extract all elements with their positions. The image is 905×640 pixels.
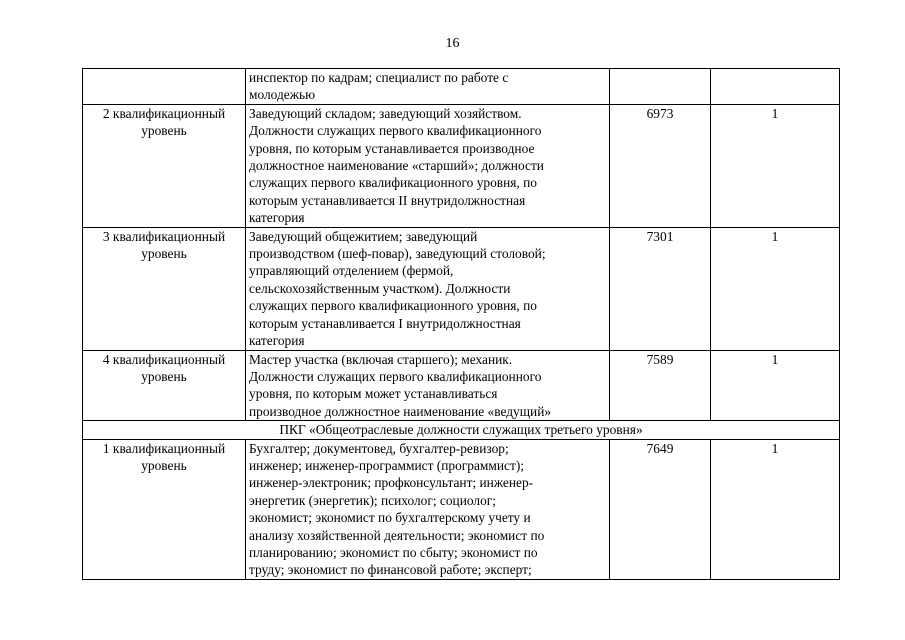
description-line: анализу хозяйственной деятельности; экономист по	[249, 527, 545, 543]
qualification-table	[82, 68, 840, 580]
description-cell	[246, 69, 610, 105]
description-line: уровня, по которым устанавливается производное	[249, 140, 535, 156]
description-line: Заведующий общежитием; заведующий	[249, 228, 478, 244]
description-line: Заведующий складом; заведующий хозяйством.	[249, 105, 522, 121]
level-line: 1 квалификационный	[102, 440, 226, 456]
group-header-row	[83, 421, 840, 439]
description-line: инженер; инженер-программист (программист);	[249, 457, 525, 473]
description-cell	[246, 439, 610, 579]
salary-cell: 7301	[610, 227, 711, 350]
coefficient-cell: 1	[711, 227, 840, 350]
description-line: которым устанавливается II внутридолжностная	[249, 192, 526, 208]
level-line: уровень	[141, 457, 187, 473]
description-line: Должности служащих первого квалификационного	[249, 123, 542, 139]
description-line: управляющий отделением (фермой,	[249, 263, 454, 279]
description-line: Мастер участка (включая старшего); механик.	[249, 351, 513, 367]
description-cell	[246, 104, 610, 227]
level-cell	[83, 69, 246, 105]
page-number: 16	[445, 36, 460, 51]
description-line: Должности служащих первого квалификационного	[249, 368, 542, 384]
description-cell	[246, 350, 610, 421]
level-line: уровень	[141, 368, 187, 384]
description-line: производное должностное наименование «ведущий»	[249, 403, 552, 419]
group-header: ПКГ «Общеотраслевые должности служащих третьего уровня»	[83, 421, 840, 439]
description-line: инженер-электроник; профконсультант; инженер-	[249, 475, 534, 491]
level-line: уровень	[141, 246, 187, 262]
level-cell	[83, 104, 246, 227]
description-line: Бухгалтер; документовед, бухгалтер-ревизор;	[249, 440, 509, 456]
description-line: должностное наименование «старший»; должности	[249, 158, 544, 174]
description-line: которым устанавливается I внутридолжностная	[249, 315, 521, 331]
description-line: молодежью	[249, 87, 316, 103]
level-line	[86, 69, 242, 86]
coefficient-cell	[711, 69, 840, 105]
description-line: труду; экономист по финансовой работе; эксперт;	[249, 562, 532, 578]
description-line: сельскохозяйственным участком). Должности	[249, 280, 511, 296]
description-line: планированию; экономист по сбыту; экономист по	[249, 544, 538, 560]
description-line: энергетик (энергетик); психолог; социолог;	[249, 492, 497, 508]
salary-cell	[610, 69, 711, 105]
level-cell	[83, 350, 246, 421]
description-line: служащих первого квалификационного уровня, по	[249, 175, 537, 191]
level-line: 3 квалификационный	[102, 228, 226, 244]
description-line: категория	[249, 333, 305, 349]
table-row	[83, 69, 840, 105]
level-cell	[83, 439, 246, 579]
description-cell	[246, 227, 610, 350]
table-row	[83, 104, 840, 227]
coefficient-cell: 1	[711, 350, 840, 421]
coefficient-cell: 1	[711, 104, 840, 227]
description-line: производством (шеф-повар), заведующий столовой;	[249, 246, 546, 262]
description-line: инспектор по кадрам; специалист по работе с	[249, 70, 509, 85]
level-cell	[83, 227, 246, 350]
table-row	[83, 439, 840, 579]
level-line: 4 квалификационный	[102, 351, 226, 367]
description-line: экономист; экономист по бухгалтерскому учету и	[249, 510, 531, 526]
salary-cell: 6973	[610, 104, 711, 227]
coefficient-cell: 1	[711, 439, 840, 579]
description-line: уровня, по которым может устанавливаться	[249, 386, 498, 402]
level-line: 2 квалификационный	[102, 105, 226, 121]
level-line	[86, 86, 242, 103]
description-line: категория	[249, 210, 305, 226]
salary-cell: 7589	[610, 350, 711, 421]
salary-cell: 7649	[610, 439, 711, 579]
level-line: уровень	[141, 123, 187, 139]
table-row	[83, 350, 840, 421]
table-row	[83, 227, 840, 350]
description-line: служащих первого квалификационного уровня, по	[249, 298, 537, 314]
